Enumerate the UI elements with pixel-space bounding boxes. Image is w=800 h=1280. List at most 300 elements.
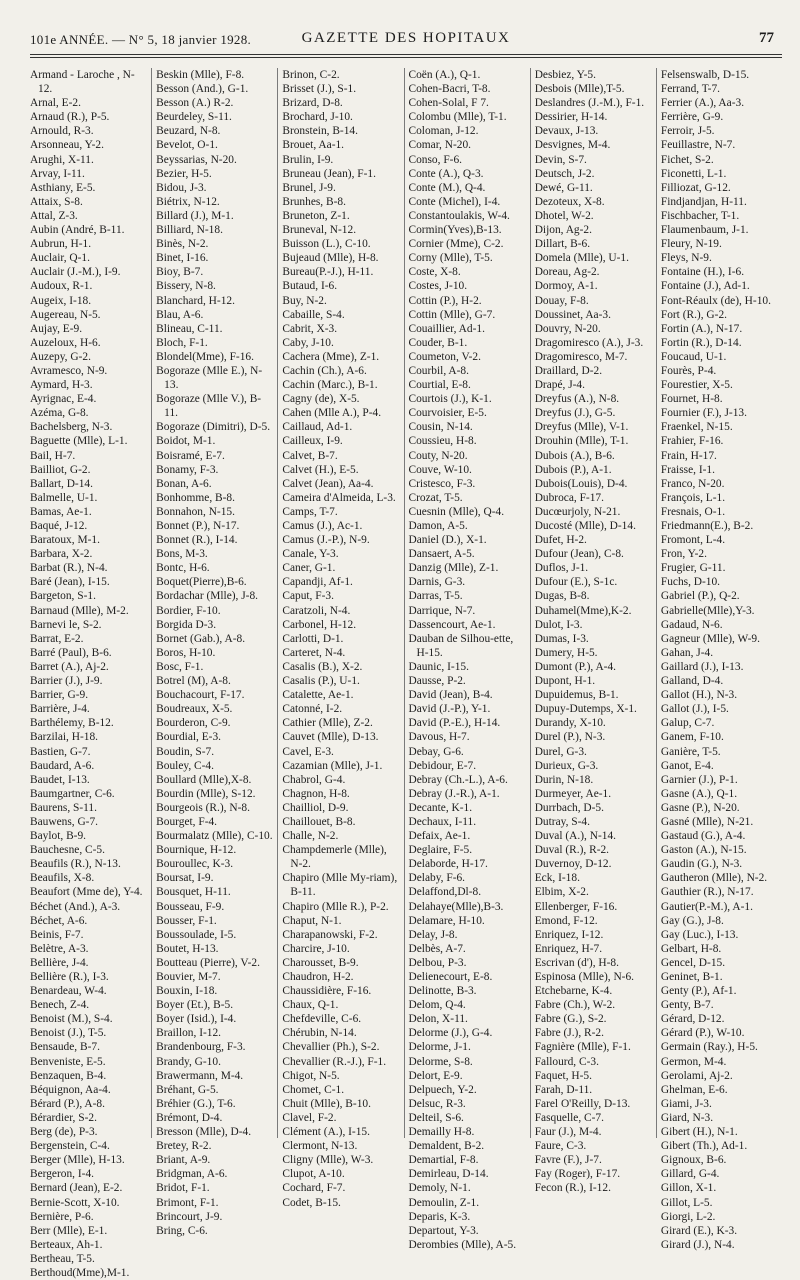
index-entry: Berteaux, Ah-1. (30, 1238, 103, 1251)
index-entry: Chaput, N-1. (282, 914, 342, 927)
index-column-2 (151, 68, 277, 1237)
index-entry: Enriquez, I-12. (534, 928, 604, 941)
index-entry: Desvignes, M-4. (534, 139, 611, 152)
index-entry: Frugier, G-11. (660, 562, 726, 575)
index-entry: Bellière, J-4. (30, 956, 89, 969)
index-entry: Ellenberger, F-16. (534, 900, 618, 913)
index-entry: Decante, K-1. (408, 801, 473, 814)
index-entry: Fabre (J.), R-2. (534, 1027, 604, 1040)
index-entry: Delbès, A-7. (408, 942, 466, 955)
index-entry: Brisset (J.), S-1. (282, 83, 357, 96)
index-entry: Charousset, B-9. (282, 956, 359, 969)
index-entry: Gaillard (J.), I-13. (660, 660, 744, 673)
index-entry: Billiard, N-18. (156, 224, 223, 237)
index-entry: Bonhomme, B-8. (156, 491, 235, 504)
index-entry: Farel O'Reilly, D-13. (534, 1097, 631, 1110)
index-entry: Brawermann, M-4. (156, 1069, 244, 1082)
index-entry: Bontc, H-6. (156, 562, 210, 575)
index-entry: Conte (A.), Q-3. (408, 167, 484, 180)
index-entry: Billard (J.), M-1. (156, 209, 234, 222)
index-entry: Fallourd, C-3. (534, 1055, 599, 1068)
index-entry: Cazamian (Mlle), J-1. (282, 759, 383, 772)
index-entry: Delaffond,Dl-8. (408, 886, 482, 899)
index-entry: Bachelsberg, N-3. (30, 421, 113, 434)
index-entry: Gérard, D-12. (660, 1013, 725, 1026)
index-entry: Canale, Y-3. (282, 548, 339, 561)
index-entry: Berg (de), P-3. (30, 1126, 98, 1139)
index-entry: Durandy, X-10. (534, 717, 606, 730)
index-entry: Debray (Ch.-L.), A-6. (408, 773, 508, 786)
index-entry: Bogoraze (Mlle V.), B-11. (156, 393, 262, 420)
index-entry: Friedmann(E.), B-2. (660, 520, 754, 532)
index-entry: Caillaud, Ad-1. (282, 421, 353, 434)
index-entry: Boutet, H-13. (156, 942, 219, 955)
index-entry: Augeix, I-18. (30, 294, 92, 307)
index-entry: François, L-1. (660, 491, 726, 504)
index-entry: Elbim, X-2. (534, 886, 589, 899)
index-entry: Favre (F.), J-7. (534, 1154, 602, 1167)
index-entry: Brinon, C-2. (282, 69, 340, 81)
index-entry: Bousser, F-1. (156, 914, 217, 927)
index-entry: Barrière, J-4. (30, 703, 90, 716)
index-entry: Berthoud(Mme),M-1. (30, 1266, 130, 1279)
index-entry: Balmelle, U-1. (30, 491, 98, 504)
index-entry: Bordachar (Mlle), J-8. (156, 590, 259, 603)
index-entry: Duflos, J-1. (534, 562, 589, 575)
index-entry: Dechaux, I-11. (408, 815, 477, 828)
index-entry: Bonan, A-6. (156, 477, 212, 490)
index-entry: Crozat, T-5. (408, 491, 463, 504)
index-entry: Delteil, S-6. (408, 1111, 464, 1124)
index-entry: Ayrignac, E-4. (30, 393, 97, 406)
index-entry: Dausse, P-2. (408, 675, 466, 688)
index-entry: Chevallier (Ph.), S-2. (282, 1041, 380, 1054)
index-entry: Brochard, J-10. (282, 111, 353, 124)
index-entry: Delsuc, R-3. (408, 1097, 466, 1110)
index-entry: Bérardier, S-2. (30, 1111, 97, 1124)
index-entry: Arnould, R-3. (30, 125, 94, 138)
index-entry: Borgida D-3. (156, 618, 217, 631)
index-entry: Azéma, G-8. (30, 407, 89, 420)
index-entry: Gérard (P.), W-10. (660, 1027, 745, 1040)
index-entry: Feuillastre, N-7. (660, 139, 736, 152)
index-entry: Departout, Y-3. (408, 1224, 479, 1237)
index-entry: Ducœurjoly, N-21. (534, 505, 621, 518)
index-entry: Dreyfus (A.), N-8. (534, 393, 620, 406)
index-entry: Gallot (H.), N-3. (660, 689, 738, 702)
index-entry: Bauchesne, C-5. (30, 844, 105, 857)
index-entry: Boudin, S-7. (156, 745, 215, 758)
index-entry: Arsonneau, Y-2. (30, 139, 104, 152)
index-entry: Calvet (Jean), Aa-4. (282, 477, 374, 490)
index-entry: Beaufils (R.), N-13. (30, 858, 121, 871)
index-column-1 (30, 68, 151, 1279)
index-entry: Bornet (Gab.), A-8. (156, 632, 246, 645)
index-entry: Fraenkel, N-15. (660, 421, 733, 434)
index-entry: Cabaille, S-4. (282, 308, 345, 321)
index-entry: Courtial, E-8. (408, 379, 471, 392)
index-entry: Durmeyer, Ae-1. (534, 787, 612, 800)
index-entry: Eck, I-18. (534, 872, 580, 885)
index-entry: Aubrun, H-1. (30, 238, 92, 251)
index-entry: Courtois (J.), K-1. (408, 393, 492, 406)
index-entry: Delpuech, Y-2. (408, 1083, 477, 1096)
index-entry: Fuchs, D-10. (660, 576, 721, 589)
index-entry: Avramesco, N-9. (30, 364, 108, 377)
index-entry: Ballart, D-14. (30, 477, 93, 490)
index-entry: Coste, X-8. (408, 266, 461, 279)
index-entry: Barret (A.), Aj-2. (30, 660, 109, 673)
index-entry: Cathier (Mlle), Z-2. (282, 717, 373, 730)
index-entry: Girard (E.), K-3. (660, 1224, 738, 1237)
index-entry: Brimont, F-1. (156, 1196, 219, 1209)
index-entry: Couve, W-10. (408, 463, 472, 476)
index-entry: Dutray, S-4. (534, 815, 590, 828)
index-entry: Dupont, H-1. (534, 675, 596, 688)
index-entry: Barrier, G-9. (30, 689, 89, 702)
index-entry: Bouxin, I-18. (156, 985, 218, 998)
index-entry: Enriquez, H-7. (534, 942, 603, 955)
index-entry: Conte (Michel), I-4. (408, 195, 501, 208)
index-entry: Deutsch, J-2. (534, 167, 595, 180)
index-entry: Boquet(Pierre),B-6. (156, 576, 247, 589)
index-entry: Cachera (Mme), Z-1. (282, 350, 380, 363)
index-entry: Boutteau (Pierre), V-2. (156, 956, 260, 969)
index-entry: Garnier (J.), P-1. (660, 773, 738, 786)
index-entry: Dumont (P.), A-4. (534, 660, 617, 673)
index-entry: Duvernoy, D-12. (534, 858, 612, 871)
index-entry: Deglaire, F-5. (408, 844, 473, 857)
index-entry: Coussieu, H-8. (408, 435, 477, 448)
index-entry: Fontaine (H.), I-6. (660, 266, 745, 279)
index-entry: Fecon (R.), I-12. (534, 1182, 611, 1195)
index-entry: Cailleux, I-9. (282, 435, 343, 448)
index-entry: Aujay, E-9. (30, 322, 83, 335)
index-entry: Baudet, I-13. (30, 773, 90, 786)
index-entry: Casalis (B.), X-2. (282, 660, 363, 673)
index-entry: Chaux, Q-1. (282, 999, 339, 1012)
index-entry: Bidou, J-3. (156, 181, 207, 194)
index-entry: Conte (M.), Q-4. (408, 181, 486, 194)
index-entry: Buy, N-2. (282, 294, 327, 307)
page-header (30, 28, 782, 50)
index-entry: Bruneton, Z-1. (282, 209, 350, 222)
index-entry: Caput, F-3. (282, 590, 334, 603)
index-entry: Chagnon, H-8. (282, 787, 350, 800)
index-entry: Demaldent, B-2. (408, 1140, 485, 1153)
index-entry: Frahier, F-16. (660, 435, 724, 448)
index-entry: Baré (Jean), I-15. (30, 576, 110, 589)
index-entry: Chomet, C-1. (282, 1083, 345, 1096)
index-entry: Darras, T-5. (408, 590, 463, 603)
index-entry: Asthiany, E-5. (30, 181, 96, 194)
index-entry: Dessirier, H-14. (534, 111, 608, 124)
header-rule (30, 54, 782, 55)
index-entry: Delaborde, H-17. (408, 858, 488, 871)
index-entry: Cagny (de), X-5. (282, 393, 360, 406)
index-entry: Bogoraze (Mlle E.), N-13. (156, 364, 263, 392)
index-entry: Flaumenbaum, J-1. (660, 224, 749, 237)
index-entry: Bruneval, N-12. (282, 224, 357, 237)
index-entry: Béchet, A-6. (30, 914, 88, 927)
index-entry: Ficonetti, L-1. (660, 167, 727, 180)
index-entry: Ganot, E-4. (660, 759, 714, 772)
journal-title: GAZETTE DES HOPITAUX (301, 30, 511, 46)
index-entry: Gibert (H.), N-1. (660, 1126, 738, 1139)
index-entry: Barzilai, H-18. (30, 731, 99, 744)
index-entry: Couder, B-1. (408, 336, 468, 349)
index-column-6 (656, 68, 782, 1251)
index-entry: Constantoulakis, W-4. (408, 209, 510, 222)
index-entry: Felsenswalb, D-15. (660, 69, 750, 81)
index-entry: Bourgeois (R.), N-8. (156, 801, 250, 814)
index-entry: Dufet, H-2. (534, 534, 587, 547)
index-entry: Bernie-Scott, X-10. (30, 1196, 120, 1209)
index-entry: Arnal, E-2. (30, 97, 81, 110)
index-entry: Clermont, N-13. (282, 1140, 358, 1153)
index-entry: Gay (G.), J-8. (660, 914, 724, 927)
index-entry: Boursat, I-9. (156, 872, 214, 885)
index-entry: Beskin (Mlle), F-8. (156, 69, 245, 81)
index-entry: Fresnais, O-1. (660, 505, 726, 518)
index-entry: Gabrielle(Mlle),Y-3. (660, 604, 755, 617)
index-entry: Carlotti, D-1. (282, 632, 344, 645)
index-entry: David (P.-E.), H-14. (408, 717, 501, 730)
index-entry: Besson (A.) R-2. (156, 97, 234, 110)
index-entry: Attal, Z-3. (30, 209, 78, 222)
index-entry: Chigot, N-5. (282, 1069, 340, 1082)
index-entry: Bousseau, F-9. (156, 900, 225, 913)
index-entry: Auzepy, G-2. (30, 350, 91, 363)
index-entry: Benech, Z-4. (30, 999, 90, 1012)
index-entry: Fortin (R.), D-14. (660, 336, 742, 349)
index-entry: Gastaud (G.), A-4. (660, 830, 746, 843)
index-entry: Ferrière, G-9. (660, 111, 724, 124)
index-entry: Casalis (P.), U-1. (282, 675, 360, 688)
index-entry: Baratoux, M-1. (30, 534, 100, 547)
index-entry: Arughi, X-11. (30, 153, 94, 166)
index-entry: Devaux, J-13. (534, 125, 599, 138)
index-entry: Cameira d'Almeida, L-3. (282, 491, 396, 504)
index-entry: Costes, J-10. (408, 280, 468, 293)
index-entry: Couty, N-20. (408, 449, 468, 462)
index-entry: Bujeaud (Mlle), H-8. (282, 252, 379, 265)
index-entry: Coloman, J-12. (408, 125, 479, 138)
index-entry: Delom, Q-4. (408, 999, 466, 1012)
index-entry: Bouchacourt, F-17. (156, 689, 245, 702)
index-entry: Gadaud, N-6. (660, 618, 723, 631)
index-entry: Coumeton, V-2. (408, 350, 481, 363)
index-entry: Fischbacher, T-1. (660, 209, 740, 222)
index-entry: Dupuy-Dutemps, X-1. (534, 703, 637, 716)
index-entry: Chapiro (Mlle My-riam), B-11. (282, 872, 398, 899)
index-entry: Bail, H-7. (30, 449, 76, 462)
index-entry: Durel, G-3. (534, 745, 587, 758)
index-entry: Bourdin (Mlle), S-12. (156, 787, 256, 800)
index-entry: Ferrand, T-7. (660, 83, 721, 96)
index-entry: Fabre (G.), S-2. (534, 1013, 607, 1026)
index-entry: Fourès, P-4. (660, 364, 717, 377)
index-entry: Fabre (Ch.), W-2. (534, 999, 616, 1012)
index-entry: Gignoux, B-6. (660, 1154, 727, 1167)
index-entry: Chérubin, N-14. (282, 1027, 357, 1040)
index-entry: Brunhes, B-8. (282, 195, 346, 208)
index-entry: Dubois (A.), B-6. (534, 449, 615, 462)
index-entry: Demirleau, D-14. (408, 1168, 489, 1181)
index-entry: Beurdeley, S-11. (156, 111, 232, 124)
index-entry: Franco, N-20. (660, 477, 725, 490)
index-entry: Bargeton, S-1. (30, 590, 96, 603)
index-entry: Demailly H-8. (408, 1126, 475, 1139)
index-entry: Dumas, I-3. (534, 632, 589, 645)
index-entry: Boisramé, E-7. (156, 449, 225, 462)
index-entry: Auzeloux, H-6. (30, 336, 101, 349)
index-entry: Demoly, N-1. (408, 1182, 471, 1195)
index-entry: Giorgi, L-2. (660, 1210, 716, 1223)
index-entry: Dillart, B-6. (534, 238, 591, 251)
index-entry: Desbiez, Y-5. (534, 69, 596, 81)
index-entry: Baguette (Mlle), L-1. (30, 435, 128, 448)
index-entry: Ganem, F-10. (660, 731, 724, 744)
index-entry: Cormin(Yves),B-13. (408, 224, 502, 237)
index-entry: Bioy, B-7. (156, 266, 204, 279)
index-entry: Giami, J-3. (660, 1097, 712, 1110)
index-entry: Devin, S-7. (534, 153, 587, 166)
index-entry: Carteret, N-4. (282, 646, 346, 659)
index-entry: Gahan, J-4. (660, 646, 714, 659)
index-entry: Dreyfus (J.), G-5. (534, 407, 616, 420)
index-entry: Dragomiresco (A.), J-3. (534, 336, 644, 349)
index-entry: Delamare, H-10. (408, 914, 485, 927)
index-entry: Dulot, I-3. (534, 618, 583, 631)
index-entry: Bourderon, C-9. (156, 717, 231, 730)
index-entry: Armand - Laroche , N-12. (30, 69, 135, 96)
index-entry: Delbou, P-3. (408, 956, 467, 969)
index-entry: Findjandjan, H-11. (660, 195, 747, 208)
index-entry: Charapanowski, F-2. (282, 928, 378, 941)
index-entry: Brandenbourg, F-3. (156, 1041, 246, 1054)
index-entry: Colombu (Mlle), T-1. (408, 111, 507, 124)
index-entry: Brincourt, J-9. (156, 1210, 223, 1223)
index-column-4 (404, 68, 530, 1251)
index-entry: Bretey, R-2. (156, 1140, 212, 1153)
index-entry: Escrivan (d'), H-8. (534, 956, 619, 969)
index-entry: David (Jean), B-4. (408, 689, 493, 702)
index-entry: Bonamy, F-3. (156, 463, 219, 476)
index-entry: Bonnet (R.), I-14. (156, 534, 238, 547)
index-entry: Bruneau (Jean), F-1. (282, 167, 376, 180)
index-entry: Doreau, Ag-2. (534, 266, 600, 279)
index-entry: Bernard (Jean), E-2. (30, 1182, 123, 1195)
index-entry: Dassencourt, Ae-1. (408, 618, 496, 631)
index-entry: Chaillouet, B-8. (282, 815, 356, 828)
index-entry: Béchet (And.), A-3. (30, 900, 121, 913)
index-entry: Camps, T-7. (282, 505, 338, 518)
index-entry: Faur (J.), M-4. (534, 1126, 602, 1139)
index-entry: Dezoteux, X-8. (534, 195, 605, 208)
index-entry: Fichet, S-2. (660, 153, 714, 166)
index-entry: Fortin (A.), N-17. (660, 322, 743, 335)
index-entry: Fagnière (Mlle), F-1. (534, 1041, 631, 1054)
index-entry: Delorme, S-8. (408, 1055, 473, 1068)
index-entry: Brouet, Aa-1. (282, 139, 345, 152)
index-entry: Catalette, Ae-1. (282, 689, 354, 702)
index-entry: Bridgman, A-6. (156, 1168, 228, 1181)
index-entry: Genty, B-7. (660, 999, 714, 1012)
index-entry: Beaufort (Mme de), Y-4. (30, 886, 143, 899)
index-entry: Delorme, J-1. (408, 1041, 471, 1054)
index-entry: Bresson (Mlle), D-4. (156, 1126, 252, 1139)
index-entry: Champdemerle (Mlle), N-2. (282, 844, 387, 871)
index-entry: Biétrix, N-12. (156, 195, 220, 208)
index-entry: Beinis, F-7. (30, 928, 84, 941)
index-entry: Duhamel(Mme),K-2. (534, 604, 632, 617)
index-entry: Cligny (Mlle), W-3. (282, 1154, 374, 1167)
index-entry: Benoist (J.), T-5. (30, 1027, 107, 1040)
index-entry: Bérard (P.), A-8. (30, 1097, 105, 1110)
index-entry: Braillon, I-12. (156, 1027, 222, 1040)
index-entry: Bezier, H-5. (156, 167, 212, 180)
index-entry: Benzaquen, B-4. (30, 1069, 107, 1082)
index-entry: Charcire, J-10. (282, 942, 350, 955)
name-index-columns (30, 68, 782, 1279)
index-entry: Buisson (L.), C-10. (282, 238, 371, 251)
index-entry: Bertheau, T-5. (30, 1252, 95, 1265)
index-entry: Draillard, D-2. (534, 364, 603, 377)
index-entry: Bordier, F-10. (156, 604, 221, 617)
index-entry: Barthélemy, B-12. (30, 717, 114, 730)
index-entry: Butaud, I-6. (282, 280, 338, 293)
index-entry: Bauwens, G-7. (30, 815, 99, 828)
index-entry: Delort, E-9. (408, 1069, 463, 1082)
index-entry: Auclair, Q-1. (30, 252, 90, 265)
index-entry: Béquignon, Aa-4. (30, 1083, 111, 1096)
index-entry: Cohen-Solal, F 7. (408, 97, 489, 110)
index-entry: Baumgartner, C-6. (30, 787, 115, 800)
index-entry: Bureau(P.-J.), H-11. (282, 266, 374, 279)
index-entry: Carbonel, H-12. (282, 618, 357, 631)
index-entry: Chuit (Mlle), B-10. (282, 1097, 371, 1110)
index-entry: Chevallier (R.-J.), F-1. (282, 1055, 387, 1068)
index-entry: Fleury, N-19. (660, 238, 722, 251)
index-entry: Frain, H-17. (660, 449, 717, 462)
index-entry: Daniel (D.), X-1. (408, 534, 487, 547)
index-entry: Durin, N-18. (534, 773, 594, 786)
index-entry: Bissery, N-8. (156, 280, 216, 293)
index-entry: Boros, H-10. (156, 646, 216, 659)
index-entry: Danzig (Mlle), Z-1. (408, 562, 499, 575)
index-entry: Besson (And.), G-1. (156, 83, 249, 96)
index-entry: Boidot, M-1. (156, 435, 216, 448)
index-entry: Courbil, A-8. (408, 364, 469, 377)
index-entry: Cohen-Bacri, T-8. (408, 83, 491, 96)
index-entry: Ferrier (A.), Aa-3. (660, 97, 745, 110)
index-entry: Blanchard, H-12. (156, 294, 235, 307)
index-entry: Boyer (Isid.), I-4. (156, 1013, 237, 1026)
index-entry: Cachin (Ch.), A-6. (282, 364, 367, 377)
index-entry: Deslandres (J.-M.), F-1. (534, 97, 645, 110)
index-entry: Bréhier (G.), T-6. (156, 1097, 236, 1110)
index-entry: Darnis, G-3. (408, 576, 466, 589)
index-entry: Gibert (Th.), Ad-1. (660, 1140, 748, 1153)
index-column-3 (277, 68, 403, 1209)
index-entry: Blineau, C-11. (156, 322, 223, 335)
index-entry: Baurens, S-11. (30, 801, 97, 814)
index-entry: Bourmalatz (Mlle), C-10. (156, 830, 273, 843)
index-entry: Calvet, B-7. (282, 449, 338, 462)
index-entry: Font-Réaulx (de), H-10. (660, 294, 771, 307)
index-entry: Derombies (Mlle), A-5. (408, 1238, 517, 1251)
